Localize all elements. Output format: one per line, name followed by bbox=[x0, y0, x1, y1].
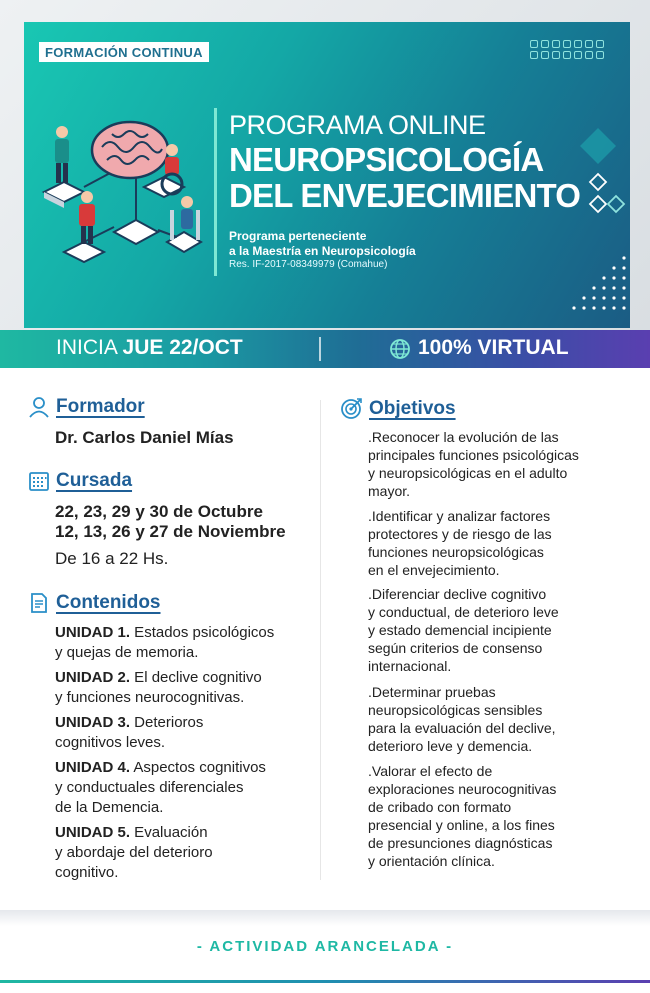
objective-line: neuropsicológicas sensibles bbox=[368, 702, 543, 718]
objective-line: en el envejecimiento. bbox=[368, 562, 500, 578]
objective-line: .Reconocer la evolución de las bbox=[368, 429, 559, 445]
objective-line: según criterios de consenso bbox=[368, 640, 543, 656]
globe-icon bbox=[389, 338, 411, 360]
column-divider bbox=[320, 400, 321, 880]
objective-item bbox=[368, 507, 618, 579]
unit-item bbox=[55, 758, 315, 818]
unit-text: Aspectos cognitivos bbox=[130, 759, 266, 776]
unit-text: cognitivo. bbox=[55, 864, 119, 881]
diamond-decoration-icon bbox=[574, 122, 630, 222]
program-type: PROGRAMA ONLINE bbox=[229, 110, 486, 140]
unit-text: y abordaje del deterioro bbox=[55, 844, 213, 861]
unit-item bbox=[55, 713, 315, 753]
unit-label: UNIDAD 3. bbox=[55, 714, 131, 731]
unit-item bbox=[55, 823, 315, 883]
program-subtitle-line1: Programa perteneciente bbox=[229, 229, 367, 243]
contenidos-header bbox=[28, 592, 161, 614]
cursada-dates-november: 12, 13, 26 y 27 de Noviembre bbox=[55, 522, 286, 541]
program-title-line1: NEUROPSICOLOGÍA bbox=[229, 141, 544, 178]
unit-text: cognitivos leves. bbox=[55, 734, 166, 751]
footer-shadow bbox=[0, 910, 650, 926]
unit-label: UNIDAD 5. bbox=[55, 824, 131, 841]
objetivos-header bbox=[340, 397, 456, 420]
dots-decoration-icon bbox=[564, 252, 630, 322]
objective-line: para la evaluación del declive, bbox=[368, 720, 556, 736]
cursada-hours: De 16 a 22 Hs. bbox=[55, 549, 169, 568]
objective-line: .Valorar el efecto de bbox=[368, 763, 493, 779]
target-icon bbox=[340, 397, 363, 420]
objective-line: .Diferenciar declive cognitivo bbox=[368, 586, 547, 602]
formacion-tag: FORMACIÓN CONTINUA bbox=[39, 42, 209, 62]
virtual-label: 100% VIRTUAL bbox=[418, 336, 569, 359]
program-title-line2: DEL ENVEJECIMIENTO bbox=[229, 177, 581, 214]
objective-line: .Identificar y analizar factores bbox=[368, 508, 551, 524]
formador-title: Formador bbox=[56, 396, 145, 417]
objective-line: y neuropsicológicas en el adulto bbox=[368, 465, 568, 481]
program-subtitle-line2: a la Maestría en Neuropsicología bbox=[229, 244, 416, 258]
objective-line: y orientación clínica. bbox=[368, 853, 495, 869]
unit-text: Deterioros bbox=[130, 714, 204, 731]
footer-text: - ACTIVIDAD ARANCELADA - bbox=[196, 938, 454, 955]
formador-header bbox=[28, 396, 145, 418]
objective-line: deterioro leve y demencia. bbox=[368, 738, 533, 754]
decorative-grid-icon bbox=[530, 40, 610, 62]
objetivos-title: Objetivos bbox=[369, 397, 456, 419]
unit-text: y funciones neurocognitivas. bbox=[55, 689, 245, 706]
unit-text: Estados psicológicos bbox=[130, 624, 275, 641]
objective-line: principales funciones psicológicas bbox=[368, 447, 579, 463]
objective-line: protectores y de riesgo de las bbox=[368, 526, 552, 542]
contenidos-title: Contenidos bbox=[56, 592, 161, 613]
objective-line: presencial y online, a los fines bbox=[368, 817, 555, 833]
objective-line: mayor. bbox=[368, 483, 411, 499]
unit-text: de la Demencia. bbox=[55, 799, 164, 816]
objective-line: y conductual, de deterioro leve bbox=[368, 604, 559, 620]
calendar-icon bbox=[28, 470, 50, 492]
objective-line: de cribado con formato bbox=[368, 799, 512, 815]
title-divider bbox=[214, 108, 217, 276]
objective-line: de presunciones diagnósticas bbox=[368, 835, 553, 851]
person-icon bbox=[28, 396, 50, 418]
bar-separator bbox=[319, 337, 321, 361]
cursada-title: Cursada bbox=[56, 470, 133, 491]
objective-line: exploraciones neurocognitivas bbox=[368, 781, 557, 797]
resolution-text: Res. IF-2017-08349979 (Comahue) bbox=[229, 259, 388, 270]
objective-line: funciones neuropsicológicas bbox=[368, 544, 544, 560]
objective-item bbox=[368, 585, 618, 675]
unit-text: y conductuales diferenciales bbox=[55, 779, 244, 796]
formador-name: Dr. Carlos Daniel Mías bbox=[55, 428, 234, 447]
objective-line: y estado demencial incipiente bbox=[368, 622, 552, 638]
unit-label: UNIDAD 4. bbox=[55, 759, 131, 776]
unit-text: El declive cognitivo bbox=[130, 669, 262, 686]
brain-illustration bbox=[32, 92, 210, 272]
hero-banner bbox=[24, 22, 630, 328]
objective-line: internacional. bbox=[368, 658, 452, 674]
start-date-value: JUE 22/OCT bbox=[122, 336, 243, 359]
start-date bbox=[56, 336, 243, 360]
objective-item bbox=[368, 762, 618, 870]
cursada-dates-october: 22, 23, 29 y 30 de Octubre bbox=[55, 502, 263, 521]
start-prefix: INICIA bbox=[56, 336, 123, 359]
document-icon bbox=[28, 592, 50, 614]
unit-item bbox=[55, 623, 315, 663]
unit-label: UNIDAD 1. bbox=[55, 624, 131, 641]
objective-item bbox=[368, 683, 618, 755]
footer-line bbox=[0, 980, 650, 983]
unit-label: UNIDAD 2. bbox=[55, 669, 131, 686]
unit-text: Evaluación bbox=[130, 824, 208, 841]
objective-item bbox=[368, 428, 618, 500]
cursada-header bbox=[28, 470, 132, 492]
objective-line: .Determinar pruebas bbox=[368, 684, 496, 700]
unit-item bbox=[55, 668, 315, 708]
info-bar bbox=[0, 330, 650, 368]
unit-text: y quejas de memoria. bbox=[55, 644, 199, 661]
